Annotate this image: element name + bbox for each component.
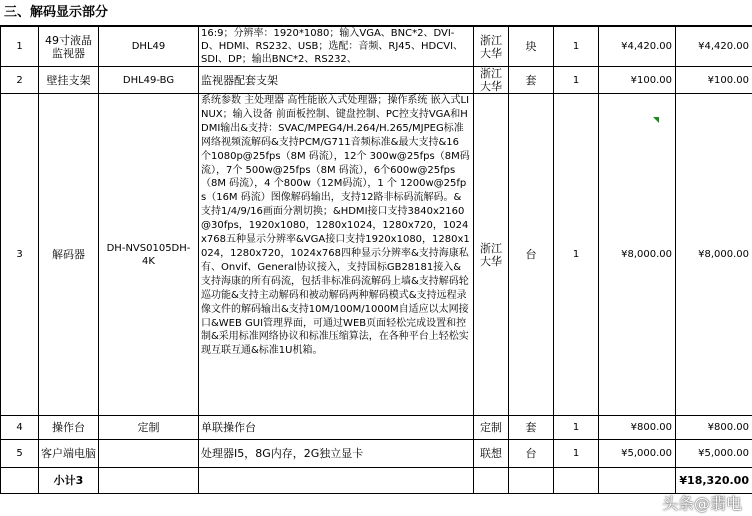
item-unit-price: ¥4,420.00 — [599, 27, 676, 67]
table-row — [1, 94, 752, 416]
item-name: 49寸液晶监视器 — [39, 27, 99, 67]
watermark: 头条@翡电 — [661, 494, 742, 513]
row-number: 4 — [1, 416, 39, 440]
table-row — [1, 440, 752, 468]
table-row — [1, 67, 752, 94]
item-description-cell — [199, 94, 474, 416]
item-description: 单联操作台 — [199, 416, 474, 440]
item-brand: 定制 — [474, 416, 509, 440]
item-quantity: 1 — [554, 440, 599, 468]
item-model: DHL49 — [99, 27, 199, 67]
subtotal-row — [1, 468, 752, 494]
item-description: 16:9；分辨率：1920*1080；输入VGA、BNC*2、DVI-D、HDMI、RS232、USB；选配：音频、RJ45、HDCVI、SDI、DP；输出BNC*2、RS232、 — [199, 27, 474, 67]
item-total: ¥5,000.00 — [676, 440, 752, 468]
item-description: 监视器配套支架 — [199, 67, 474, 94]
item-brand: 浙江大华 — [474, 94, 509, 416]
item-unit-price: ¥100.00 — [599, 67, 676, 94]
item-brand: 浙江大华 — [474, 27, 509, 67]
item-name: 解码器 — [39, 94, 99, 416]
item-model: DHL49-BG — [99, 67, 199, 94]
item-unit-price: ¥8,000.00 — [599, 94, 676, 416]
item-brand: 浙江大华 — [474, 67, 509, 94]
subtotal-value: ¥18,320.00 — [676, 468, 752, 494]
item-model: 定制 — [99, 416, 199, 440]
item-unit: 块 — [509, 27, 554, 67]
item-name: 操作台 — [39, 416, 99, 440]
item-quantity: 1 — [554, 94, 599, 416]
subtotal-label: 小计3 — [39, 468, 99, 494]
item-name: 壁挂支架 — [39, 67, 99, 94]
item-total: ¥800.00 — [676, 416, 752, 440]
item-unit: 台 — [509, 440, 554, 468]
item-model — [99, 440, 199, 468]
item-name: 客户端电脑 — [39, 440, 99, 468]
item-quantity: 1 — [554, 67, 599, 94]
item-total: ¥100.00 — [676, 67, 752, 94]
item-unit: 套 — [509, 67, 554, 94]
item-total: ¥4,420.00 — [676, 27, 752, 67]
item-quantity: 1 — [554, 416, 599, 440]
table-row — [1, 27, 752, 67]
item-unit: 套 — [509, 416, 554, 440]
item-model: DH-NVS0105DH-4K — [99, 94, 199, 416]
section-title: 三、解码显示部分 — [0, 0, 752, 26]
item-total: ¥8,000.00 — [676, 94, 752, 416]
quotation-table — [0, 26, 752, 494]
row-number: 1 — [1, 27, 39, 67]
item-brand: 联想 — [474, 440, 509, 468]
table-row — [1, 416, 752, 440]
item-description: 处理器I5，8G内存，2G独立显卡 — [199, 440, 474, 468]
item-unit-price: ¥800.00 — [599, 416, 676, 440]
row-number: 3 — [1, 94, 39, 416]
row-number: 2 — [1, 67, 39, 94]
comment-marker-icon — [653, 117, 659, 123]
item-description: 系统参数 主处理器 高性能嵌入式处理器；操作系统 嵌入式LINUX；输入设备 前面板控制、键盘控制、PC控支持VGA和HDMI输出&支持：SVAC/MPEG4/H.264/H.265/MJPEG标准网络视频流解码&支持PCM/G711音频标准&最大支持&16 个1080p@25fps（8M 码流），12个 300w@25fps（8M码流），7个 500w@25fps（8M 码流），6个600w@25fps（8M 码流），4 个800w（12M码流），1 个 1200w@25fps（16M 码流）图像解码输出，支持12路非标码流解码。&支持1/4/9/16画面分割切换；&HDMI接口支持3840x2160@30fps，1920x1080，1280x1024，1280x720，1024x768五种显示分辨率&VGA接口支持1920x1080，1280x1024，1280x720，1024x768四种显示分辨率&支持海康私有、Onvif、General协议接入，支持国标GB28181接入&支持海康的所有码流，包括非标准码流解码上墙&支持解码轮巡功能&支持主动解码和被动解码两种解码模式&支持远程录像文件的解码输出&支持10M/100M/1000M自适应以太网接口&WEB GUI管理界面，可通过WEB页面轻松完成设置和控制&采用标准网络协议和标准压缩算法，在各种平台上轻松实现互联互通&标准1U机箱。 — [201, 95, 470, 357]
item-unit-price: ¥5,000.00 — [599, 440, 676, 468]
row-number: 5 — [1, 440, 39, 468]
item-quantity: 1 — [554, 27, 599, 67]
item-unit: 台 — [509, 94, 554, 416]
